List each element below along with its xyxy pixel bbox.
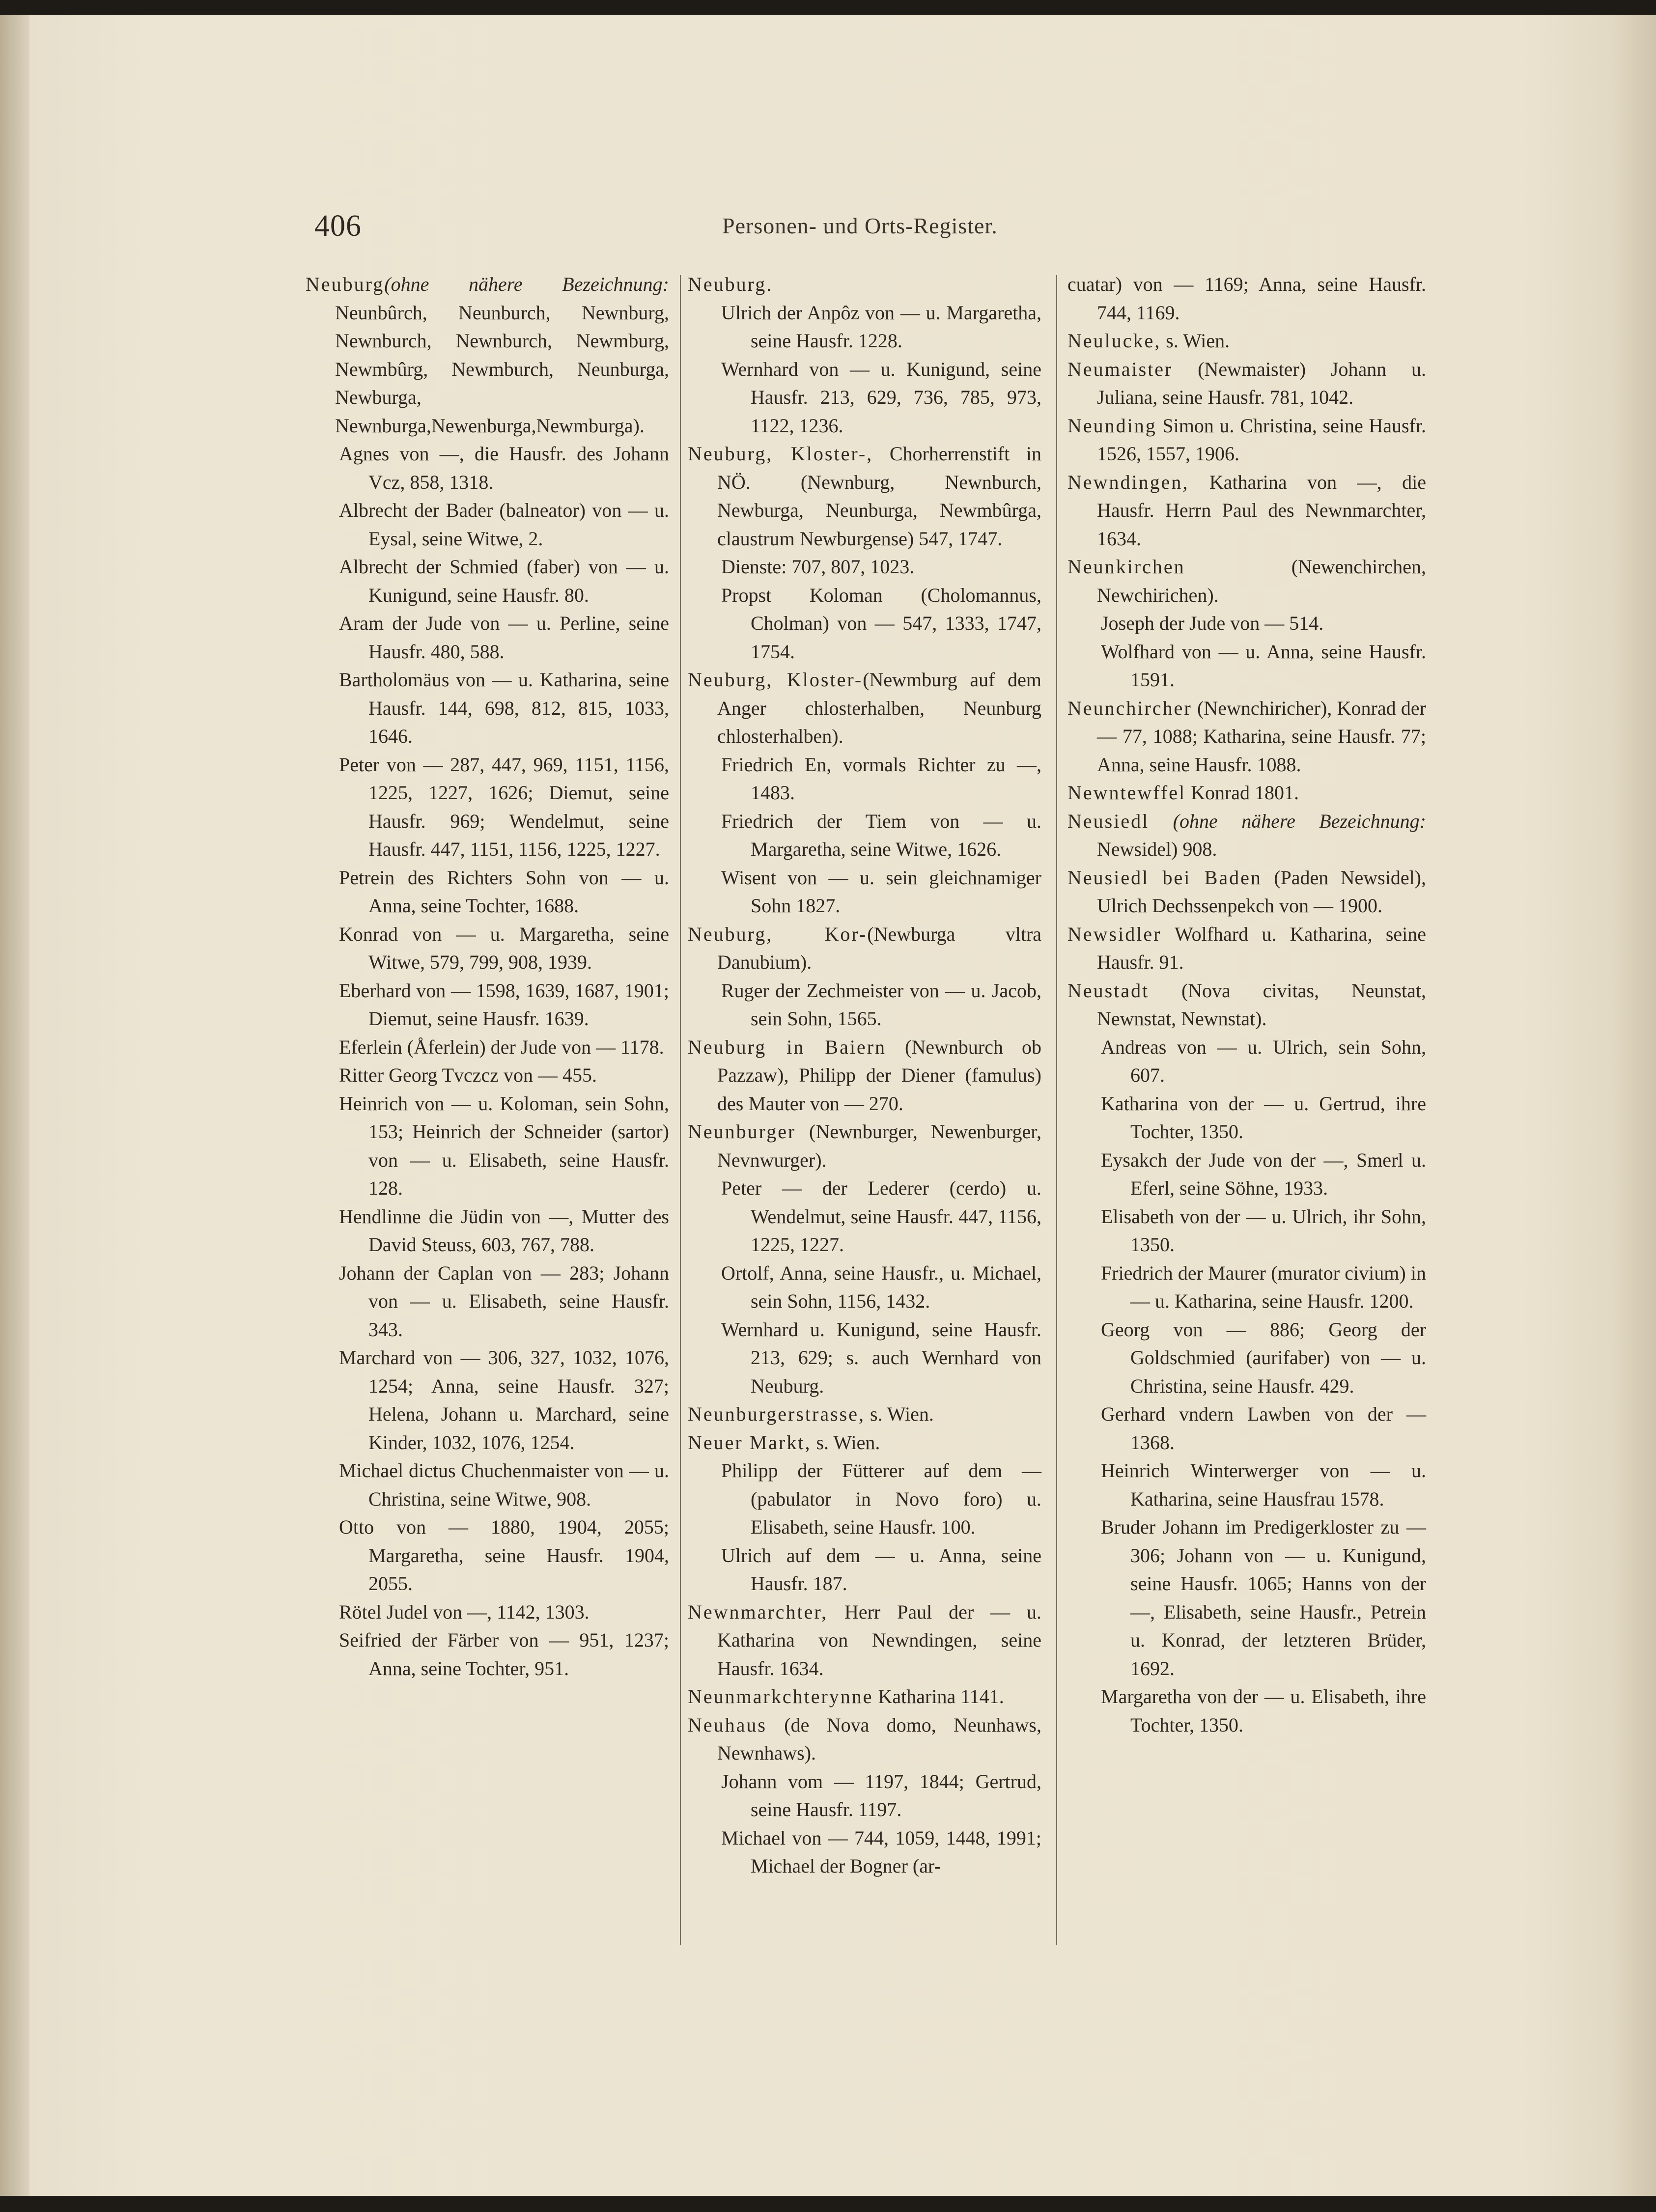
entry-text: Philipp der Fütterer auf dem — (pabulator in Novo foro) u. Elisabeth, seine Hausfr. 100. bbox=[721, 1459, 1041, 1538]
entry-text: Wernhard von — u. Kunigund, seine Hausfr. 213, 629, 736, 785, 973, 1122, 1236. bbox=[721, 358, 1041, 437]
entry-text: Bartholomäus von — u. Katharina, seine Hausfr. 144, 698, 812, 815, 1033, 1646. bbox=[339, 669, 669, 747]
entry-text: Peter von — 287, 447, 969, 1151, 1156, 1225, 1227, 1626; Diemut, seine Hausfr. 969; Wendelmut, seine Hausfr. 447, 1151, 1156, 1225, 1227. bbox=[339, 753, 669, 860]
entry-text: Chorherrenstift in NÖ. (Newnburg, Newnburch, Newburga, Neunburga, Newmbûrga, claustrum Newburgense) 547, 1747. bbox=[717, 443, 1041, 550]
entry-headword: Neunchircher bbox=[1067, 697, 1192, 719]
index-entry bbox=[1067, 270, 1426, 327]
entry-text: Eysakch der Jude von der —, Smerl u. Eferl, seine Söhne, 1933. bbox=[1101, 1148, 1426, 1199]
entry-text: Johann der Caplan von — 283; Johann von — u. Elisabeth, seine Hausfr. 343. bbox=[339, 1261, 669, 1341]
index-subentry bbox=[306, 553, 669, 609]
entry-text: Margaretha von der — u. Elisabeth, ihre Tochter, 1350. bbox=[1101, 1685, 1426, 1736]
entry-text: Eferlein (Åferlein) der Jude von — 1178. bbox=[339, 1036, 664, 1058]
index-subentry bbox=[688, 864, 1041, 920]
entry-text: Newsidel) 908. bbox=[1097, 838, 1217, 860]
entry-text: (Paden Newsidel), Ulrich Dechssenpekch von — 1900. bbox=[1097, 866, 1426, 917]
index-subentry bbox=[1067, 1316, 1426, 1400]
index-entry bbox=[688, 666, 1041, 751]
index-subentry bbox=[688, 1456, 1041, 1541]
entry-text: Rötel Judel von —, 1142, 1303. bbox=[339, 1600, 589, 1623]
entry-headword: Neuburg, Kloster- bbox=[688, 669, 863, 691]
index-column-1 bbox=[306, 270, 669, 1682]
index-subentry bbox=[688, 581, 1041, 666]
entry-text: Bruder Johann im Predigerkloster zu — 306; Johann von — u. Kunigund, seine Hausfr. 1065; Hanns von der —, Elisabeth, seine Hausfr., Petrein u. Konrad, der letzteren Brüder, 1692. bbox=[1101, 1516, 1426, 1680]
entry-headword: Neustadt bbox=[1067, 979, 1150, 1002]
entry-text: Friedrich der Maurer (murator civium) in — u. Katharina, seine Hausfr. 1200. bbox=[1101, 1261, 1426, 1312]
entry-headword: Newsidler bbox=[1067, 923, 1162, 945]
entry-headword: Neunburgerstrasse, bbox=[688, 1403, 865, 1425]
entry-text: (Newnburch ob Pazzaw), Philipp der Diener (famulus) des Mauter von — 270. bbox=[717, 1036, 1041, 1115]
entry-text: Ortolf, Anna, seine Hausfr., u. Michael, sein Sohn, 1156, 1432. bbox=[721, 1261, 1041, 1312]
index-subentry bbox=[1067, 1682, 1426, 1739]
entry-text: (Newnburger, Newenburger, Nevnwurger). bbox=[717, 1120, 1041, 1171]
index-entry bbox=[1067, 468, 1426, 553]
entry-text: Wolfhard u. Katharina, seine Hausfr. 91. bbox=[1097, 923, 1426, 973]
entry-text: Dienste: 707, 807, 1023. bbox=[721, 556, 915, 578]
entry-text: (Newmaister) Johann u. Juliana, seine Hausfr. 781, 1042. bbox=[1097, 358, 1426, 408]
entry-headword: Neuburg in Baiern bbox=[688, 1036, 887, 1058]
entry-qualifier: (ohne nähere Bezeichnung: bbox=[384, 273, 669, 295]
entry-headword: Neusiedl bbox=[1067, 810, 1150, 832]
entry-text: Johann vom — 1197, 1844; Gertrud, seine Hausfr. 1197. bbox=[721, 1770, 1041, 1820]
entry-text: Neunbûrch, Neunburch, Newnburg, Newnburch, Newnburch, Newmburg, Newmbûrg, Newmburch, Neunburga, Newburga, Newnburga,Newenburga,Newmburga). bbox=[335, 301, 669, 437]
index-entry bbox=[688, 1118, 1041, 1174]
entry-text: Katharina 1141. bbox=[873, 1685, 1004, 1708]
index-entry bbox=[688, 1711, 1041, 1767]
entry-headword: Neuhaus bbox=[688, 1713, 767, 1736]
entry-text: Katharina von —, die Hausfr. Herrn Paul des Newnmarchter, 1634. bbox=[1097, 471, 1426, 550]
entry-headword: Neunmarkchterynne bbox=[688, 1685, 873, 1708]
entry-headword: Neunding bbox=[1067, 414, 1157, 437]
index-subentry bbox=[688, 751, 1041, 807]
index-entry bbox=[1067, 807, 1426, 864]
entry-text: s. Wien. bbox=[811, 1431, 880, 1454]
entry-text: Seifried der Färber von — 951, 1237; Anna, seine Tochter, 951. bbox=[339, 1629, 669, 1680]
index-entry bbox=[1067, 864, 1426, 920]
index-subentry bbox=[1067, 1203, 1426, 1259]
entry-text: Wisent von — u. sein gleichnamiger Sohn 1827. bbox=[721, 866, 1041, 917]
index-entry bbox=[1067, 553, 1426, 609]
index-subentry bbox=[306, 1513, 669, 1598]
index-subentry bbox=[306, 609, 669, 666]
index-subentry bbox=[1067, 1146, 1426, 1203]
index-subentry bbox=[688, 1541, 1041, 1598]
entry-text: (Newburga vltra Danubium). bbox=[717, 923, 1041, 973]
index-entry bbox=[688, 1428, 1041, 1457]
index-subentry bbox=[1067, 638, 1426, 694]
entry-headword: Neuburg, Kloster-, bbox=[688, 443, 873, 465]
entry-text: Georg von — 886; Georg der Goldschmied (aurifaber) von — u. Christina, seine Hausfr. 429. bbox=[1101, 1318, 1426, 1397]
index-subentry bbox=[306, 1626, 669, 1682]
index-entry bbox=[688, 1598, 1041, 1683]
entry-text: Joseph der Jude von — 514. bbox=[1101, 612, 1324, 634]
entry-text: (Nova civitas, Neunstat, Newnstat, Newnstat). bbox=[1097, 979, 1426, 1030]
index-subentry bbox=[306, 1061, 669, 1090]
index-entry bbox=[1067, 327, 1426, 355]
index-entry bbox=[688, 1682, 1041, 1711]
entry-headword: Newntewffel bbox=[1067, 782, 1186, 804]
entry-text: Agnes von —, die Hausfr. des Johann Vcz, 858, 1318. bbox=[339, 443, 669, 493]
index-subentry bbox=[306, 1033, 669, 1062]
index-subentry bbox=[1067, 1033, 1426, 1090]
index-subentry bbox=[688, 977, 1041, 1033]
index-subentry bbox=[688, 299, 1041, 355]
entry-headword: Neuburg, Kor- bbox=[688, 923, 868, 945]
index-subentry bbox=[1067, 1259, 1426, 1316]
entry-headword: Neumaister bbox=[1067, 358, 1173, 380]
entry-text: Aram der Jude von — u. Perline, seine Hausfr. 480, 588. bbox=[339, 612, 669, 663]
index-entry bbox=[1067, 694, 1426, 779]
entry-text: Konrad von — u. Margaretha, seine Witwe, 579, 799, 908, 1939. bbox=[339, 923, 669, 973]
entry-qualifier: (ohne nähere Bezeichnung: bbox=[1149, 810, 1426, 832]
index-subentry bbox=[688, 355, 1041, 440]
entry-text: Andreas von — u. Ulrich, sein Sohn, 607. bbox=[1101, 1036, 1426, 1086]
entry-text: Wernhard u. Kunigund, seine Hausfr. 213, 629; s. auch Wernhard von Neuburg. bbox=[721, 1318, 1041, 1397]
entry-headword: Neuer Markt, bbox=[688, 1431, 812, 1454]
index-subentry bbox=[688, 1316, 1041, 1400]
entry-text: Heinrich von — u. Koloman, sein Sohn, 153; Heinrich der Schneider (sartor) von — u. Elisabeth, seine Hausfr. 128. bbox=[339, 1092, 669, 1199]
index-subentry bbox=[306, 1259, 669, 1344]
entry-text: Peter — der Lederer (cerdo) u. Wendelmut, seine Hausfr. 447, 1156, 1225, 1227. bbox=[721, 1177, 1041, 1256]
entry-text: Petrein des Richters Sohn von — u. Anna, seine Tochter, 1688. bbox=[339, 866, 669, 917]
entry-text: Marchard von — 306, 327, 1032, 1076, 1254; Anna, seine Hausfr. 327; Helena, Johann u. Marchard, seine Kinder, 1032, 1076, 1254. bbox=[339, 1346, 669, 1454]
entry-text: Albrecht der Bader (balneator) von — u. Eysal, seine Witwe, 2. bbox=[339, 499, 669, 550]
entry-headword: Newndingen, bbox=[1067, 471, 1189, 493]
index-entry bbox=[688, 920, 1041, 977]
entry-headword: Neuburg bbox=[306, 273, 385, 295]
entry-text: (Newnchiricher), Konrad der — 77, 1088; Katharina, seine Hausfr. 77; Anna, seine Hausfr. 1088. bbox=[1097, 697, 1426, 776]
entry-text: Elisabeth von der — u. Ulrich, ihr Sohn, 1350. bbox=[1101, 1205, 1426, 1256]
entry-text: Michael von — 744, 1059, 1448, 1991; Michael der Bogner (ar- bbox=[721, 1826, 1041, 1877]
index-subentry bbox=[306, 1344, 669, 1456]
entry-text: Friedrich En, vormals Richter zu —, 1483. bbox=[721, 753, 1041, 804]
entry-headword: Neunburger bbox=[688, 1120, 796, 1143]
entry-text: Propst Koloman (Cholomannus, Cholman) von — 547, 1333, 1747, 1754. bbox=[721, 584, 1041, 663]
index-entry bbox=[1067, 977, 1426, 1033]
index-subentry bbox=[306, 1456, 669, 1513]
entry-text: Ulrich auf dem — u. Anna, seine Hausfr. 187. bbox=[721, 1544, 1041, 1595]
index-entry bbox=[1067, 355, 1426, 412]
entry-headword: Neulucke, bbox=[1067, 330, 1161, 352]
index-subentry bbox=[306, 977, 669, 1033]
index-entry bbox=[688, 440, 1041, 553]
column-divider bbox=[680, 275, 681, 1945]
entry-text: Hendlinne die Jüdin von —, Mutter des David Steuss, 603, 767, 788. bbox=[339, 1205, 669, 1256]
index-subentry bbox=[306, 920, 669, 977]
entry-text: Albrecht der Schmied (faber) von — u. Kunigund, seine Hausfr. 80. bbox=[339, 556, 669, 606]
entry-text: Konrad 1801. bbox=[1186, 782, 1299, 804]
index-subentry bbox=[306, 864, 669, 920]
page-number: 406 bbox=[314, 209, 362, 243]
entry-text: s. Wien. bbox=[1161, 330, 1230, 352]
index-entry bbox=[688, 1400, 1041, 1428]
entry-text: Eberhard von — 1598, 1639, 1687, 1901; Diemut, seine Hausfr. 1639. bbox=[339, 979, 669, 1030]
entry-text: Katharina von der — u. Gertrud, ihre Tochter, 1350. bbox=[1101, 1092, 1426, 1143]
index-subentry bbox=[1067, 1090, 1426, 1146]
entry-headword: Neuburg. bbox=[688, 273, 773, 295]
entry-text: Wolfhard von — u. Anna, seine Hausfr. 1591. bbox=[1101, 640, 1426, 691]
page-gutter bbox=[0, 15, 29, 2196]
index-subentry bbox=[306, 1203, 669, 1259]
index-subentry bbox=[306, 440, 669, 496]
entry-text: Ulrich der Anpôz von — u. Margaretha, seine Hausfr. 1228. bbox=[721, 301, 1041, 352]
entry-text: Herr Paul der — u. Katharina von Newndingen, seine Hausfr. 1634. bbox=[717, 1600, 1041, 1680]
column-divider bbox=[1056, 275, 1057, 1945]
entry-text: (Newmburg auf dem Anger chlosterhalben, Neunburg chlosterhalben). bbox=[717, 669, 1042, 747]
index-subentry bbox=[306, 1090, 669, 1203]
index-column-2 bbox=[688, 270, 1041, 1880]
index-subentry bbox=[1067, 609, 1426, 638]
book-page bbox=[0, 15, 1656, 2196]
index-subentry bbox=[688, 553, 1041, 581]
index-subentry bbox=[306, 751, 669, 864]
entry-text: (Newenchirchen, Newchirichen). bbox=[1097, 556, 1426, 606]
index-subentry bbox=[306, 1598, 669, 1626]
index-entry bbox=[688, 1033, 1041, 1118]
entry-text: (de Nova domo, Neunhaws, Newnhaws). bbox=[717, 1713, 1041, 1764]
entry-text: Ritter Georg Tvczcz von — 455. bbox=[339, 1064, 597, 1086]
index-entry bbox=[1067, 412, 1426, 468]
running-title: Personen- und Orts-Register. bbox=[722, 213, 998, 238]
index-subentry bbox=[688, 1767, 1041, 1824]
entry-text: s. Wien. bbox=[865, 1403, 934, 1425]
index-subentry bbox=[306, 496, 669, 553]
entry-headword: Newnmarchter, bbox=[688, 1600, 828, 1623]
index-subentry bbox=[688, 1174, 1041, 1259]
index-entry bbox=[688, 270, 1041, 299]
entry-headword: Neusiedl bei Baden bbox=[1067, 866, 1262, 889]
entry-text: Michael dictus Chuchenmaister von — u. Christina, seine Witwe, 908. bbox=[339, 1459, 669, 1510]
index-entry bbox=[306, 270, 669, 440]
index-column-3 bbox=[1067, 270, 1426, 1739]
index-subentry bbox=[688, 1824, 1041, 1880]
index-subentry bbox=[1067, 1456, 1426, 1513]
entry-text: Simon u. Christina, seine Hausfr. 1526, 1557, 1906. bbox=[1097, 414, 1426, 465]
entry-text: Otto von — 1880, 1904, 2055; Margaretha, seine Hausfr. 1904, 2055. bbox=[339, 1516, 669, 1595]
index-subentry bbox=[1067, 1400, 1426, 1456]
index-subentry bbox=[688, 1259, 1041, 1316]
entry-text: Friedrich der Tiem von — u. Margaretha, seine Witwe, 1626. bbox=[721, 810, 1041, 860]
index-subentry bbox=[306, 666, 669, 751]
index-subentry bbox=[688, 807, 1041, 864]
index-subentry bbox=[1067, 1513, 1426, 1682]
entry-text: Heinrich Winterwerger von — u. Katharina, seine Hausfrau 1578. bbox=[1101, 1459, 1426, 1510]
index-entry bbox=[1067, 779, 1426, 807]
index-entry bbox=[1067, 920, 1426, 977]
entry-text: Ruger der Zechmeister von — u. Jacob, sein Sohn, 1565. bbox=[721, 979, 1041, 1030]
entry-headword: Neunkirchen bbox=[1067, 556, 1185, 578]
entry-text: cuatar) von — 1169; Anna, seine Hausfr. 744, 1169. bbox=[1067, 273, 1426, 324]
entry-text: Gerhard vndern Lawben von der — 1368. bbox=[1101, 1403, 1426, 1454]
